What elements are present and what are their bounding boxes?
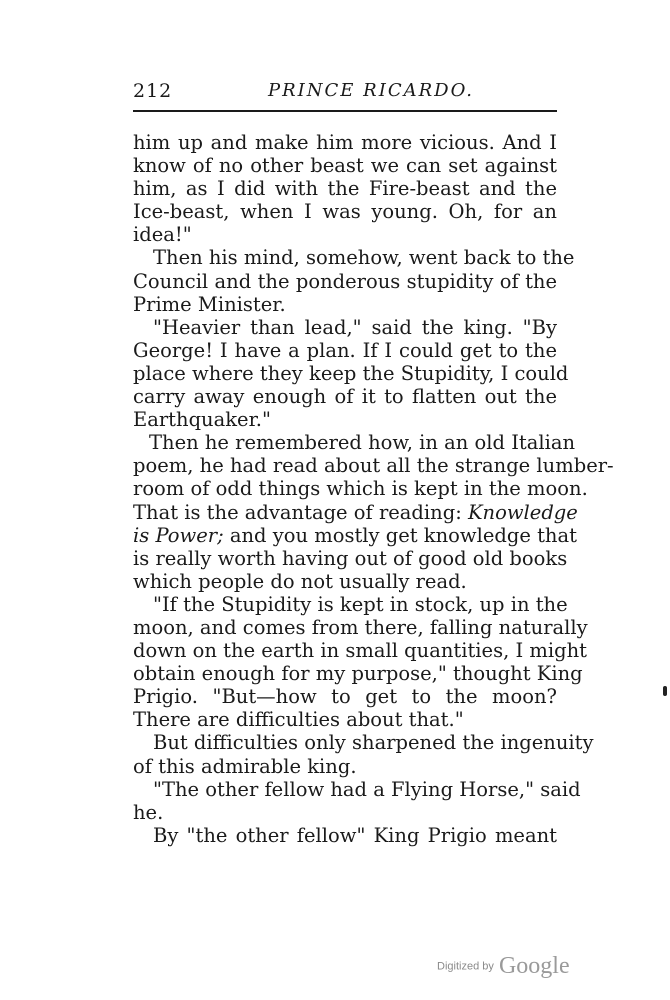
text-line: Prigio. "But—how to get to the moon?	[133, 685, 557, 709]
text-line: "If the Stupidity is kept in stock, up in the	[153, 592, 568, 616]
text-line: By "the other fellow" King Prigio meant	[153, 823, 557, 847]
text-line: obtain enough for my purpose," thought King	[133, 662, 583, 686]
header-rule	[133, 110, 557, 112]
text-line: Then he remembered how, in an old Italian	[149, 431, 576, 455]
text-line	[133, 523, 577, 547]
text-line: him, as I did with the Fire-beast and the	[133, 177, 557, 201]
digitization-watermark	[437, 953, 570, 980]
text-line: George! I have a plan. If I could get to the	[133, 338, 557, 362]
text-line: But difficulties only sharpened the ingenuity	[153, 731, 594, 755]
scan-speck	[663, 686, 667, 696]
italic-phrase: is Power;	[133, 523, 224, 547]
text-line: down on the earth in small quantities, I might	[133, 639, 587, 663]
text-line: room of odd things which is kept in the moon.	[133, 477, 588, 501]
running-title: PRINCE RICARDO.	[268, 80, 475, 101]
text-line: There are difficulties about that."	[133, 708, 464, 732]
body-text	[133, 131, 614, 847]
text-line: is really worth having out of good old books	[133, 546, 568, 570]
text-line: moon, and comes from there, falling naturally	[133, 615, 588, 639]
text-line: "The other fellow had a Flying Horse," said	[153, 777, 581, 801]
text-line: carry away enough of it to flatten out the	[133, 385, 557, 409]
text-line: of this admirable king.	[133, 754, 357, 778]
text-line: Then his mind, somehow, went back to the	[153, 246, 575, 270]
text-line: Earthquaker."	[133, 408, 271, 432]
page-header	[133, 80, 557, 108]
page-number: 212	[133, 80, 173, 102]
digitized-by-label: Digitized by	[437, 960, 494, 973]
text-line: Prime Minister.	[133, 292, 286, 316]
text-line: he.	[133, 800, 164, 824]
text-line: him up and make him more vicious. And I	[133, 131, 557, 154]
text-line	[133, 500, 578, 524]
text-span: That is the advantage of reading:	[133, 500, 462, 524]
text-line: know of no other beast we can set against	[133, 154, 557, 178]
text-line: Council and the ponderous stupidity of the	[133, 269, 557, 293]
text-line: "Heavier than lead," said the king. "By	[153, 315, 557, 339]
text-span: and you mostly get knowledge that	[229, 523, 577, 547]
italic-phrase: Knowledge	[467, 500, 578, 524]
text-line: Ice-beast, when I was young. Oh, for an	[133, 200, 557, 224]
text-line: place where they keep the Stupidity, I could	[133, 361, 569, 385]
text-line: which people do not usually read.	[133, 569, 467, 593]
text-line: idea!"	[133, 223, 192, 247]
google-logo: Google	[498, 953, 570, 979]
text-line: poem, he had read about all the strange lumber-	[133, 454, 614, 478]
